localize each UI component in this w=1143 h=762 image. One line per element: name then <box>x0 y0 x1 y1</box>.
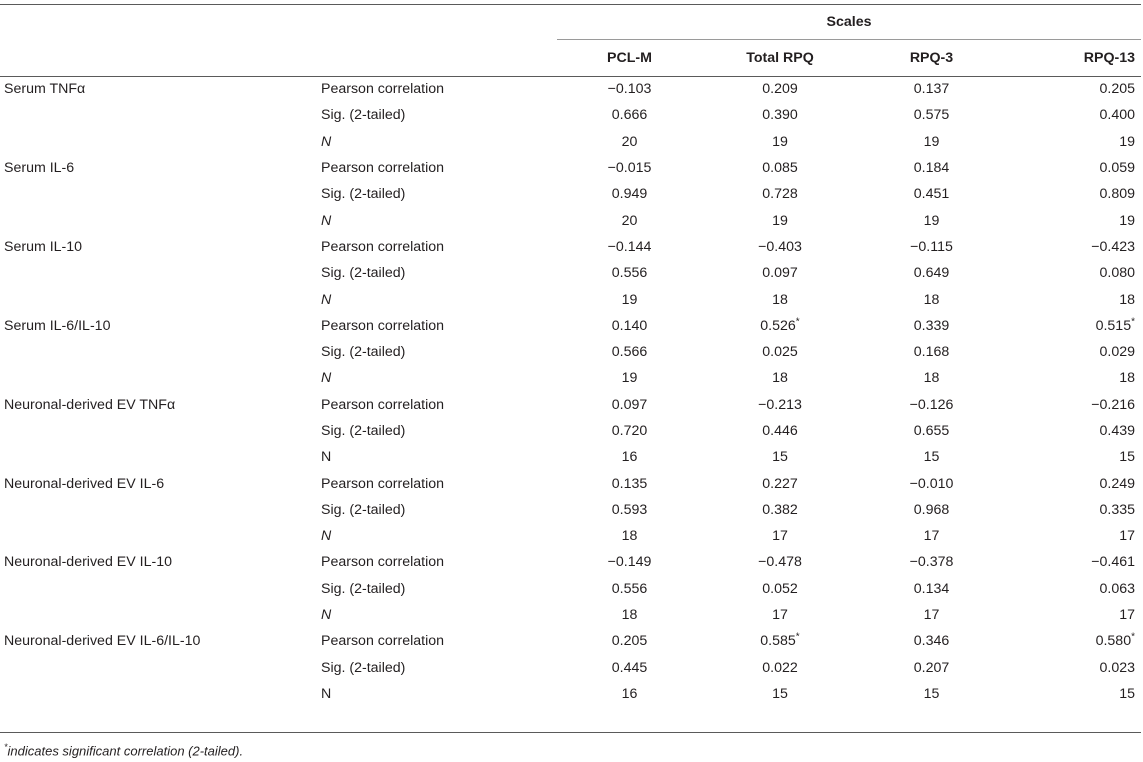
table-row <box>0 129 1141 155</box>
value-cell: 15 <box>772 449 788 466</box>
value-cell: 19 <box>923 133 940 150</box>
value-cell: 0.137 <box>913 81 950 98</box>
value-cell: 17 <box>772 528 788 545</box>
empty-variable-cell <box>0 681 321 707</box>
value-cell: 18 <box>1119 370 1135 387</box>
value-cell: 18 <box>621 528 638 545</box>
column-header-rpq-3: RPQ-3 <box>909 49 954 66</box>
variable-label: Neuronal-derived EV IL-6 <box>4 475 165 492</box>
table-row <box>0 260 1141 286</box>
value-cell: 0.022 <box>762 659 798 676</box>
value-cell: −0.216 <box>1091 396 1135 413</box>
value-cell: 0.205 <box>1099 81 1135 98</box>
value-cell: 0.346 <box>913 633 950 650</box>
value-cell: 0.382 <box>762 501 798 518</box>
value-cell: −0.115 <box>910 238 953 255</box>
value-cell: 17 <box>923 528 940 545</box>
value-cell: 0.439 <box>1099 423 1135 439</box>
statistic-label: N <box>321 212 332 229</box>
value-cell: 0.451 <box>913 186 950 203</box>
empty-variable-cell <box>0 576 321 602</box>
value-cell: 0.134 <box>913 580 950 597</box>
value-cell: 19 <box>772 212 788 229</box>
table-row <box>0 549 1141 575</box>
statistic-label: Pearson correlation <box>321 160 445 177</box>
value-cell: −0.010 <box>909 475 954 492</box>
table-footnote <box>4 742 243 758</box>
value-cell: 15 <box>923 685 940 702</box>
value-cell: 0.080 <box>1099 265 1135 282</box>
value-cell: 0.184 <box>913 160 950 177</box>
value-cell: −0.423 <box>1091 238 1135 255</box>
value-cell: 0.029 <box>1099 344 1135 361</box>
value-cell: 0.140 <box>611 317 648 334</box>
statistic-label: N <box>321 370 332 387</box>
table-row <box>0 655 1141 681</box>
value-cell: 17 <box>772 607 788 624</box>
empty-variable-cell <box>0 286 321 312</box>
value-cell: 15 <box>923 449 940 466</box>
value-cell: 19 <box>1119 133 1135 150</box>
statistic-label: Sig. (2-tailed) <box>321 580 406 597</box>
table-row <box>0 523 1141 549</box>
value-cell: 0.720 <box>611 423 648 439</box>
value-cell: 16 <box>621 449 638 466</box>
value-cell: 19 <box>772 133 788 150</box>
statistic-label: N <box>321 685 332 702</box>
value-cell: 19 <box>923 212 940 229</box>
value-number: 0.580 <box>1095 633 1132 650</box>
value-cell: 0.968 <box>913 501 950 518</box>
variable-label: Serum IL-6/IL-10 <box>4 317 111 334</box>
table-row <box>0 181 1141 207</box>
empty-variable-cell <box>0 497 321 523</box>
variable-label: Neuronal-derived EV IL-6/IL-10 <box>4 633 201 650</box>
value-cell: 0.023 <box>1099 659 1135 676</box>
value-cell: 0.168 <box>913 344 950 361</box>
value-cell: 0.809 <box>1099 186 1135 203</box>
statistic-label: N <box>321 133 332 150</box>
value-cell: 0.335 <box>1099 501 1135 518</box>
value-cell <box>1005 313 1141 339</box>
value-cell: −0.144 <box>607 238 652 255</box>
value-cell: 19 <box>621 370 638 387</box>
value-cell: 18 <box>772 370 788 387</box>
empty-variable-cell <box>0 207 321 233</box>
statistic-label: Sig. (2-tailed) <box>321 265 406 282</box>
empty-variable-cell <box>0 602 321 628</box>
value-cell: −0.478 <box>758 554 802 571</box>
table-row <box>0 313 1141 339</box>
value-cell: 0.446 <box>762 423 798 439</box>
empty-variable-cell <box>0 444 321 470</box>
statistic-label: Sig. (2-tailed) <box>321 423 406 439</box>
table-row <box>0 76 1141 102</box>
table-row <box>0 207 1141 233</box>
value-cell: 0.655 <box>913 423 950 439</box>
value-cell: 0.575 <box>913 107 950 124</box>
value-cell <box>1005 628 1141 654</box>
table-row <box>0 602 1141 628</box>
value-cell: 0.059 <box>1099 160 1135 177</box>
value-cell: 0.339 <box>913 317 950 334</box>
table-row <box>0 628 1141 654</box>
statistic-label: Sig. (2-tailed) <box>321 107 406 124</box>
table-row <box>0 681 1141 707</box>
value-cell: −0.378 <box>909 554 954 571</box>
empty-variable-cell <box>0 418 321 444</box>
value-cell: 19 <box>621 291 638 308</box>
value-cell: 0.249 <box>1099 475 1135 492</box>
statistic-label: Sig. (2-tailed) <box>321 501 406 518</box>
statistic-label: Pearson correlation <box>321 238 445 255</box>
value-cell: 20 <box>621 212 638 229</box>
table-row <box>0 497 1141 523</box>
value-cell <box>702 313 858 339</box>
statistic-label: Sig. (2-tailed) <box>321 344 406 361</box>
value-number: 0.526 <box>760 317 796 334</box>
correlation-table <box>0 4 1141 707</box>
value-cell: −0.126 <box>909 396 954 413</box>
value-number: 0.515 <box>1095 317 1132 334</box>
value-cell: 18 <box>621 607 638 624</box>
empty-header-cell <box>0 39 321 76</box>
value-cell: 17 <box>923 607 940 624</box>
value-cell: 0.566 <box>611 344 648 361</box>
value-cell: −0.103 <box>607 81 652 98</box>
value-cell: 20 <box>621 133 638 150</box>
table-row <box>0 470 1141 496</box>
table-row <box>0 418 1141 444</box>
value-cell: 18 <box>923 291 940 308</box>
statistic-label: Pearson correlation <box>321 633 445 650</box>
value-cell: 0.649 <box>913 265 950 282</box>
empty-header-cell <box>321 39 557 76</box>
value-cell: 16 <box>621 685 638 702</box>
statistic-label: N <box>321 528 332 545</box>
statistic-label: Sig. (2-tailed) <box>321 186 406 203</box>
value-cell: 18 <box>772 291 788 308</box>
variable-label: Neuronal-derived EV TNFα <box>4 396 176 413</box>
variable-label: Neuronal-derived EV IL-10 <box>4 554 172 571</box>
value-cell: 0.593 <box>611 501 648 518</box>
statistic-label: Pearson correlation <box>321 396 445 413</box>
column-header-row <box>0 39 1141 76</box>
value-cell: 0.209 <box>762 81 798 98</box>
column-header-pcl-m: PCL-M <box>607 49 652 66</box>
value-cell: 0.728 <box>762 186 798 203</box>
empty-variable-cell <box>0 260 321 286</box>
value-cell: 0.556 <box>611 265 648 282</box>
value-cell: 0.390 <box>762 107 798 124</box>
scales-group-header: Scales <box>826 13 872 30</box>
value-cell: 18 <box>1119 291 1135 308</box>
value-cell <box>702 628 858 654</box>
empty-variable-cell <box>0 523 321 549</box>
value-cell: −0.213 <box>758 396 802 413</box>
table-row <box>0 576 1141 602</box>
value-cell: 15 <box>1119 685 1135 702</box>
empty-variable-cell <box>0 129 321 155</box>
empty-variable-cell <box>0 365 321 391</box>
value-cell: 0.205 <box>611 633 648 650</box>
value-cell: 0.052 <box>762 580 798 597</box>
value-cell: 15 <box>772 685 788 702</box>
table-row <box>0 444 1141 470</box>
value-cell: 0.063 <box>1099 580 1135 597</box>
empty-header-cell <box>0 4 321 39</box>
value-cell: 0.207 <box>913 659 950 676</box>
table-row <box>0 286 1141 312</box>
value-cell: 19 <box>1119 212 1135 229</box>
statistic-label: N <box>321 291 332 308</box>
statistic-label: N <box>321 607 332 624</box>
statistic-label: Pearson correlation <box>321 475 445 492</box>
table-body <box>0 76 1141 707</box>
column-header-total-rpq: Total RPQ <box>746 49 814 66</box>
value-cell: 15 <box>1119 449 1135 466</box>
value-cell: 18 <box>923 370 940 387</box>
column-header-rpq-13: RPQ-13 <box>1083 49 1135 66</box>
value-cell: 0.400 <box>1099 107 1135 124</box>
variable-label: Serum IL-6 <box>4 160 75 177</box>
empty-variable-cell <box>0 655 321 681</box>
significance-marker: * <box>1131 316 1135 328</box>
value-cell: 0.227 <box>762 475 798 492</box>
value-cell: 0.445 <box>611 659 648 676</box>
table-row <box>0 339 1141 365</box>
value-cell: −0.461 <box>1091 554 1135 571</box>
empty-variable-cell <box>0 181 321 207</box>
significance-marker: * <box>795 316 800 328</box>
variable-label: Serum TNFα <box>4 81 86 98</box>
table-bottom-rule <box>0 732 1141 733</box>
value-cell: 0.097 <box>611 396 648 413</box>
table-row <box>0 102 1141 128</box>
table-row <box>0 234 1141 260</box>
empty-variable-cell <box>0 339 321 365</box>
value-cell: 0.085 <box>762 160 798 177</box>
value-cell: 0.666 <box>611 107 648 124</box>
value-cell: 0.097 <box>762 265 798 282</box>
statistic-label: Pearson correlation <box>321 554 445 571</box>
value-cell: 17 <box>1119 607 1135 624</box>
value-cell: −0.403 <box>758 238 802 255</box>
value-cell: 0.025 <box>762 344 798 361</box>
statistic-label: N <box>321 449 332 466</box>
empty-header-cell <box>321 4 557 39</box>
value-cell: 0.135 <box>611 475 648 492</box>
statistic-label: Pearson correlation <box>321 81 445 98</box>
significance-marker: * <box>795 631 800 643</box>
value-cell: 17 <box>1119 528 1135 545</box>
statistic-label: Sig. (2-tailed) <box>321 659 406 676</box>
value-cell: −0.015 <box>607 160 652 177</box>
table-row <box>0 392 1141 418</box>
empty-variable-cell <box>0 102 321 128</box>
footnote-text: indicates significant correlation (2-tailed). <box>7 743 244 759</box>
value-cell: 0.949 <box>611 186 648 203</box>
value-number: 0.585 <box>760 633 796 650</box>
table-row <box>0 365 1141 391</box>
variable-label: Serum IL-10 <box>4 238 83 255</box>
value-cell: −0.149 <box>607 554 652 571</box>
footnote-marker: * <box>4 742 8 752</box>
statistic-label: Pearson correlation <box>321 317 445 334</box>
value-cell: 0.556 <box>611 580 648 597</box>
significance-marker: * <box>1131 631 1135 643</box>
table-row <box>0 155 1141 181</box>
